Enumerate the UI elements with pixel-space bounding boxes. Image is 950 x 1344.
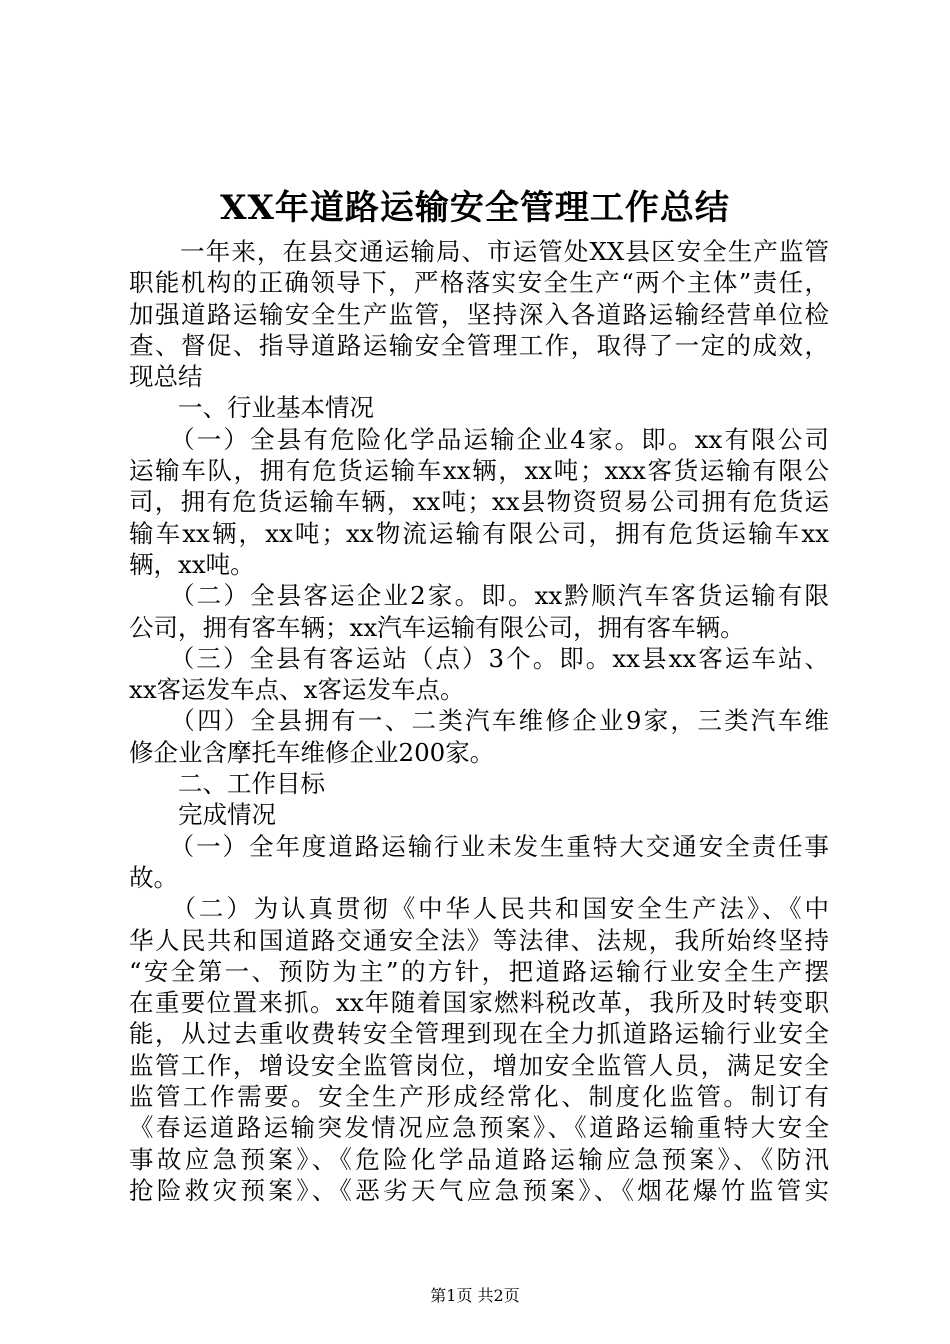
body-line: 能，从过去重收费转安全管理到现在全力抓道路运输行业安全: [129, 1019, 829, 1049]
page-footer: 第1页 共2页: [430, 1286, 520, 1305]
body-line: （一）全县有危险化学品运输企业4家。即。xx有限公司: [129, 424, 829, 454]
body-line: 修企业含摩托车维修企业200家。: [129, 737, 495, 767]
body-line: （二）全县客运企业2家。即。xx黔顺汽车客货运输有限: [129, 581, 829, 611]
body-line: 华人民共和国道路交通安全法》等法律、法规，我所始终坚持: [129, 925, 829, 955]
body-line: 加强道路运输安全生产监管，坚持深入各道路运输经营单位检: [129, 299, 829, 329]
document-title: XX年道路运输安全管理工作总结: [220, 188, 730, 228]
body-line: （一）全年度道路运输行业未发生重特大交通安全责任事: [129, 831, 829, 861]
body-line: 抢险救灾预案》、《恶劣天气应急预案》、《烟花爆竹监管实: [129, 1175, 829, 1205]
document-body: [129, 236, 829, 1206]
body-line: “安全第一、预防为主”的方针，把道路运输行业安全生产摆: [129, 956, 829, 986]
body-line: 事故应急预案》、《危险化学品道路运输应急预案》、《防汛: [129, 1144, 829, 1174]
body-line: 完成情况: [129, 800, 276, 830]
body-line: 辆，xx吨。: [129, 549, 255, 579]
body-line: 现总结: [129, 362, 203, 392]
body-line: 一、行业基本情况: [129, 393, 374, 423]
body-line: 监管工作需要。安全生产形成经常化、制度化监管。制订有: [129, 1082, 829, 1112]
body-line: （四）全县拥有一、二类汽车维修企业9家，三类汽车维: [129, 706, 829, 736]
body-line: 一年来，在县交通运输局、市运管处XX县区安全生产监管: [129, 237, 829, 266]
body-line: （二）为认真贯彻《中华人民共和国安全生产法》、《中: [129, 894, 829, 924]
body-line: 二、工作目标: [129, 769, 325, 799]
body-line: 查、督促、指导道路运输安全管理工作，取得了一定的成效，: [129, 330, 829, 360]
body-line: 司，拥有危货运输车辆，xx吨；xx县物资贸易公司拥有危货运: [129, 487, 829, 517]
body-line: 输车xx辆，xx吨；xx物流运输有限公司，拥有危货运输车xx: [129, 518, 829, 548]
body-line: 职能机构的正确领导下，严格落实安全生产“两个主体”责任，: [129, 268, 829, 298]
body-line: 《春运道路运输突发情况应急预案》、《道路运输重特大安全: [129, 1113, 829, 1143]
body-line: xx客运发车点、x客运发车点。: [129, 675, 465, 705]
body-line: 公司，拥有客车辆；xx汽车运输有限公司，拥有客车辆。: [129, 612, 745, 642]
body-line: 监管工作，增设安全监管岗位，增加安全监管人员，满足安全: [129, 1050, 829, 1080]
body-line: 故。: [129, 862, 178, 892]
body-line: 运输车队，拥有危货运输车xx辆，xx吨；xxx客货运输有限公: [129, 456, 829, 486]
body-line: （三）全县有客运站（点）3个。即。xx县xx客运车站、: [129, 643, 829, 673]
body-line: 在重要位置来抓。xx年随着国家燃料税改革，我所及时转变职: [129, 988, 829, 1018]
